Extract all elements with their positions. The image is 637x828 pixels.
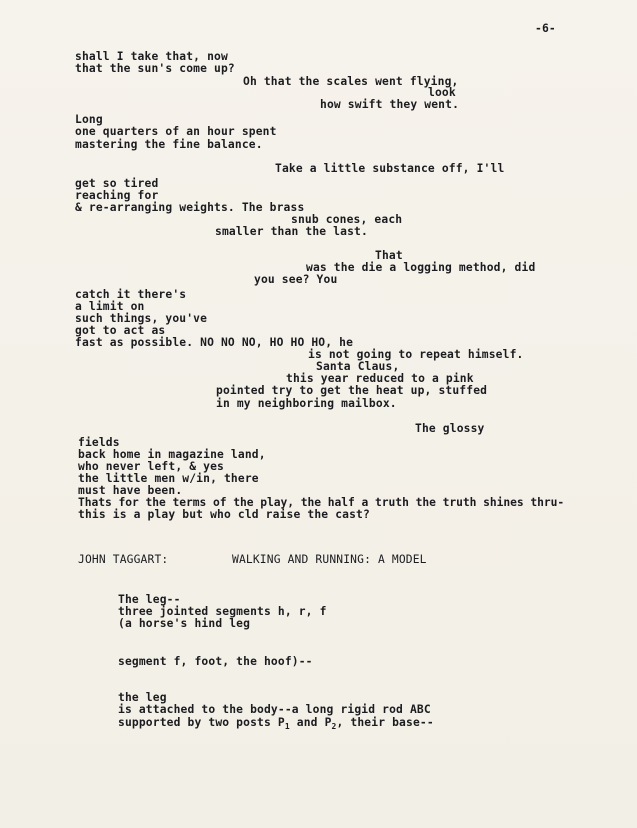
poem-line: that the sun's come up? xyxy=(75,62,235,75)
poem-line: this is a play but who cld raise the cast? xyxy=(78,508,370,521)
poem-line: Thats for the terms of the play, the half a truth the truth shines thru- xyxy=(78,496,565,509)
model-line: three jointed segments h, r, f xyxy=(118,605,327,618)
poem-line: reaching for xyxy=(75,189,159,202)
text-fragment: , their base-- xyxy=(336,716,434,729)
poem-line: Long xyxy=(75,113,103,126)
poem-line: you see? You xyxy=(254,273,338,286)
model-line: is attached to the body--a long rigid rod ABC xyxy=(118,703,431,716)
poem-line: Take a little substance off, I'll xyxy=(275,162,505,175)
model-line: segment f, foot, the hoof)-- xyxy=(118,655,313,668)
poem-line: back home in magazine land, xyxy=(78,448,266,461)
poem-line: such things, you've xyxy=(75,312,208,325)
poem-line: Oh that the scales went flying, xyxy=(243,75,459,88)
poem-line: this year reduced to a pink xyxy=(286,372,474,385)
page-number: -6- xyxy=(535,22,556,35)
poem-line: was the die a logging method, did xyxy=(306,261,536,274)
poem-line: got to act as xyxy=(75,324,166,337)
poem-line: how swift they went. xyxy=(320,98,460,111)
poem-line: pointed try to get the heat up, stuffed xyxy=(216,384,488,397)
poem-line: catch it there's xyxy=(75,288,187,301)
model-line: (a horse's hind leg xyxy=(118,617,251,630)
subscript-1: 1 xyxy=(284,722,290,731)
poem-line: & re-arranging weights. The brass xyxy=(75,201,305,214)
subscript-2: 2 xyxy=(331,722,337,731)
text-fragment: and P xyxy=(289,716,332,729)
poem-line: smaller than the last. xyxy=(215,225,368,238)
poem-line: That xyxy=(375,249,403,262)
poem-line: who never left, & yes xyxy=(78,460,224,473)
poem-line: get so tired xyxy=(75,177,159,190)
poem-line: fast as possible. NO NO NO, HO HO HO, he xyxy=(75,336,354,349)
poem-line: fields xyxy=(78,436,120,449)
poem-line: shall I take that, now xyxy=(75,50,228,63)
poem-line: The glossy xyxy=(415,422,485,435)
poem-line: look xyxy=(428,86,456,99)
section-title: WALKING AND RUNNING: A MODEL xyxy=(232,553,427,566)
model-line-subscripts xyxy=(118,716,434,729)
poem-line: Santa Claus, xyxy=(316,360,400,373)
poem-line: must have been. xyxy=(78,484,183,497)
model-line: the leg xyxy=(118,691,167,704)
poem-line: one quarters of an hour spent xyxy=(75,125,277,138)
poem-line: a limit on xyxy=(75,300,145,313)
poem-line: snub cones, each xyxy=(291,213,403,226)
text-fragment: supported by two posts P xyxy=(118,716,285,729)
poem-line: mastering the fine balance. xyxy=(75,138,263,151)
poem-line: is not going to repeat himself. xyxy=(308,348,524,361)
poem-line: in my neighboring mailbox. xyxy=(216,397,397,410)
poem-line: the little men w/in, there xyxy=(78,472,259,485)
model-line: The leg-- xyxy=(118,593,181,606)
section-author: JOHN TAGGART: xyxy=(78,553,169,566)
